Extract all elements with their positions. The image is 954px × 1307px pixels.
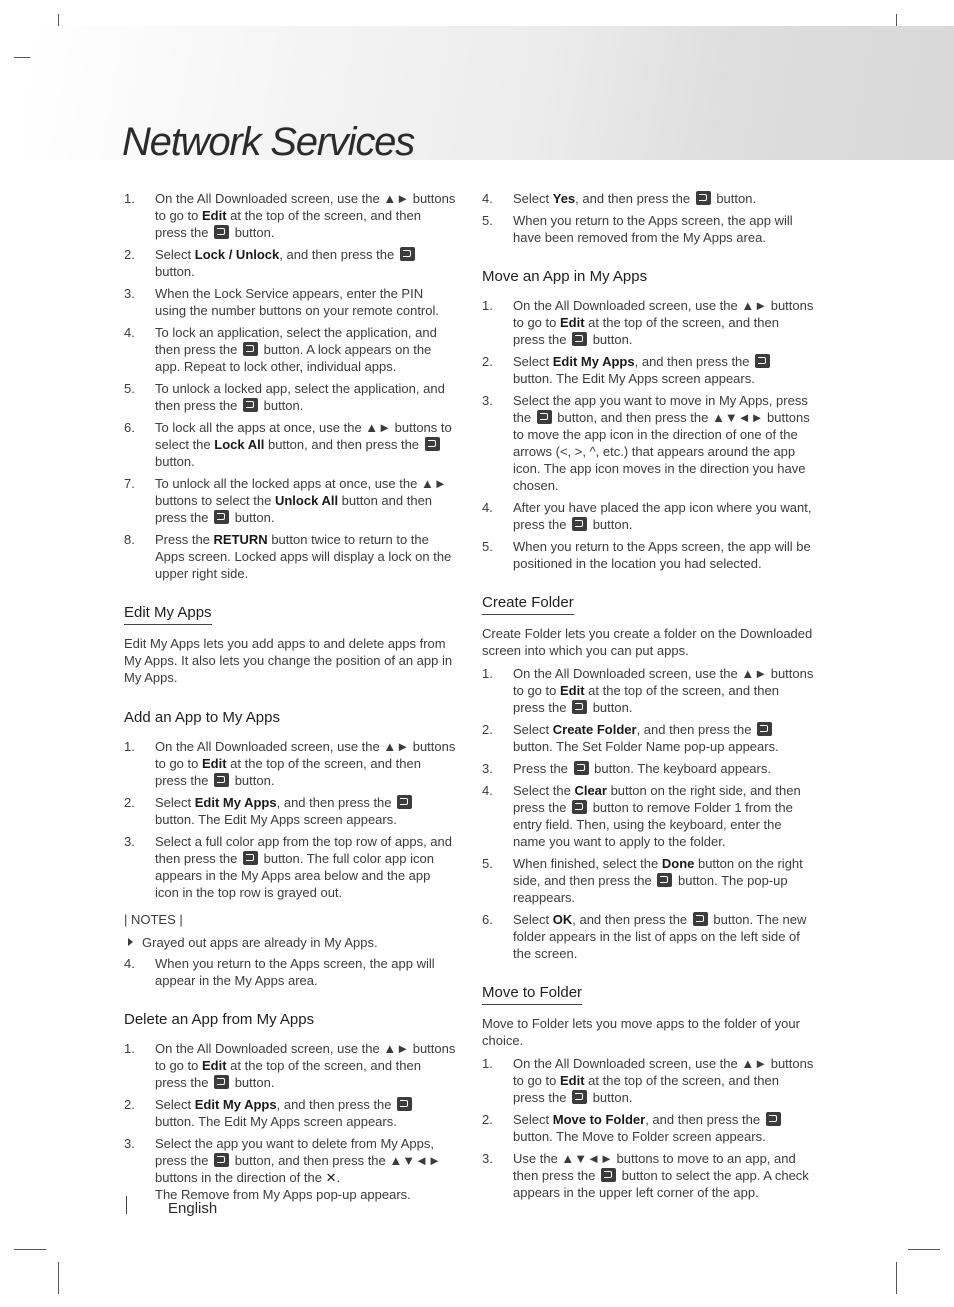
step-number: 3. bbox=[482, 1151, 493, 1166]
step-list bbox=[124, 738, 456, 901]
step-number: 3. bbox=[482, 393, 493, 408]
bold-term: Create Folder bbox=[552, 722, 637, 737]
bold-term: Edit My Apps bbox=[194, 1097, 277, 1112]
step-item: 1. On the All Downloaded screen, use the ▲► buttons to go to Edit at the top of the screen, and then press the button. bbox=[482, 666, 814, 715]
bold-term: OK bbox=[552, 912, 573, 927]
step-number: 2. bbox=[124, 247, 135, 262]
bold-term: RETURN bbox=[213, 532, 268, 547]
step-list bbox=[124, 955, 456, 989]
step-number: 5. bbox=[482, 856, 493, 871]
step-item: 3. Select the app you want to move in My Apps, press the button, and then press the ▲▼◄► buttons to move the app icon in the direction of one of the arrows (<, >, ^, etc.) that appears around the app icon. The app icon moves in the direction you have chosen. bbox=[482, 393, 810, 493]
step-item: 4. Select Yes, and then press the button. bbox=[482, 191, 757, 206]
bold-term: Edit bbox=[559, 315, 585, 330]
step-number: 8. bbox=[124, 532, 135, 547]
enter-button-icon bbox=[537, 410, 552, 424]
enter-button-icon bbox=[572, 1090, 587, 1104]
enter-button-icon bbox=[693, 912, 708, 926]
bold-term: Move to Folder bbox=[552, 1112, 646, 1127]
section-title-edit-my-apps: Edit My Apps bbox=[124, 604, 212, 625]
enter-button-icon bbox=[572, 332, 587, 346]
step-list bbox=[482, 297, 814, 572]
step-number: 3. bbox=[124, 286, 135, 301]
enter-button-icon bbox=[397, 1097, 412, 1111]
step-number: 6. bbox=[482, 912, 493, 927]
step-item: 1. On the All Downloaded screen, use the ▲► buttons to go to Edit at the top of the screen, and then press the button. bbox=[124, 191, 456, 240]
bold-term: Edit bbox=[559, 1073, 585, 1088]
bold-term: Edit My Apps bbox=[194, 795, 277, 810]
step-number: 1. bbox=[124, 191, 135, 206]
crop-mark bbox=[908, 1249, 940, 1250]
step-item: 5. When you return to the Apps screen, the app will have been removed from the My Apps area. bbox=[482, 213, 793, 245]
step-item: 1. On the All Downloaded screen, use the ▲► buttons to go to Edit at the top of the screen, and then press the button. bbox=[482, 1056, 814, 1105]
crop-mark bbox=[896, 1262, 897, 1294]
step-item: 6. To lock all the apps at once, use the ▲► buttons to select the Lock All button, and then press the button. bbox=[124, 420, 452, 469]
right-column bbox=[482, 190, 814, 1206]
step-number: 2. bbox=[482, 1112, 493, 1127]
step-item: 6. Select OK, and then press the button. The new folder appears in the list of apps on the left side of the screen. bbox=[482, 912, 807, 961]
step-number: 5. bbox=[482, 539, 493, 554]
enter-button-icon bbox=[425, 437, 440, 451]
bold-term: Edit bbox=[559, 683, 585, 698]
section-intro: Create Folder lets you create a folder on the Downloaded screen into which you can put apps. bbox=[482, 626, 813, 658]
step-item: 3. Press the button. The keyboard appears. bbox=[482, 761, 771, 776]
note-item bbox=[124, 934, 456, 951]
enter-button-icon bbox=[214, 1075, 229, 1089]
step-number: 5. bbox=[124, 381, 135, 396]
page-title: Network Services bbox=[122, 120, 414, 164]
step-number: 2. bbox=[482, 722, 493, 737]
step-number: 4. bbox=[482, 500, 493, 515]
section-title-create-folder: Create Folder bbox=[482, 594, 574, 615]
enter-button-icon bbox=[572, 517, 587, 531]
step-item: 3. Use the ▲▼◄► buttons to move to an app, and then press the button to select the app. A check appears in the upper left corner of the app. bbox=[482, 1151, 809, 1200]
left-column bbox=[124, 190, 456, 1208]
step-item: 4. To lock an application, select the application, and then press the button. A lock appears on the app. Repeat to lock other, individual apps. bbox=[124, 325, 437, 374]
enter-button-icon bbox=[214, 1153, 229, 1167]
enter-button-icon bbox=[657, 873, 672, 887]
section-title-move-app: Move an App in My Apps bbox=[482, 268, 648, 285]
enter-button-icon bbox=[214, 225, 229, 239]
bold-term: Edit bbox=[201, 1058, 227, 1073]
step-item: 3. Select a full color app from the top row of apps, and then press the button. The full color app icon appears in the My Apps area below and the app icon in the top row is grayed out. bbox=[124, 834, 453, 900]
bold-term: Clear bbox=[574, 783, 607, 798]
step-list bbox=[482, 190, 814, 246]
step-item: 3. Select the app you want to delete from My Apps, press the button, and then press the ▲▼◄► buttons in the direction of the ✕. The Remove from My Apps pop-up appears. bbox=[124, 1136, 441, 1202]
step-item: 8. Press the RETURN button twice to return to the Apps screen. Locked apps will display a lock on the upper right side. bbox=[124, 532, 452, 581]
step-number: 4. bbox=[124, 956, 135, 971]
step-list bbox=[482, 1055, 814, 1201]
step-list bbox=[482, 665, 814, 962]
step-number: 6. bbox=[124, 420, 135, 435]
enter-button-icon bbox=[243, 342, 258, 356]
step-item: 5. When you return to the Apps screen, the app will be positioned in the location you had selected. bbox=[482, 539, 811, 571]
step-number: 2. bbox=[124, 1097, 135, 1112]
bold-term: Edit My Apps bbox=[552, 354, 635, 369]
step-item: 3. When the Lock Service appears, enter the PIN using the number buttons on your remote control. bbox=[124, 286, 439, 318]
step-number: 3. bbox=[124, 834, 135, 849]
enter-button-icon bbox=[243, 398, 258, 412]
enter-button-icon bbox=[214, 773, 229, 787]
step-number: 1. bbox=[482, 1056, 493, 1071]
enter-button-icon bbox=[574, 761, 589, 775]
enter-button-icon bbox=[400, 247, 415, 261]
step-item: 1. On the All Downloaded screen, use the ▲► buttons to go to Edit at the top of the screen, and then press the button. bbox=[124, 739, 456, 788]
bold-term: ✕ bbox=[325, 1170, 337, 1185]
section-title-delete-app: Delete an App from My Apps bbox=[124, 1011, 315, 1028]
step-item: 2. Select Edit My Apps, and then press the button. The Edit My Apps screen appears. bbox=[124, 1096, 456, 1130]
step-item: 2. Select Lock / Unlock, and then press the button. bbox=[124, 246, 456, 280]
bold-term: Edit bbox=[201, 756, 227, 771]
step-number: 1. bbox=[482, 666, 493, 681]
step-number: 1. bbox=[482, 298, 493, 313]
enter-button-icon bbox=[755, 354, 770, 368]
step-item: 1. On the All Downloaded screen, use the ▲► buttons to go to Edit at the top of the screen, and then press the button. bbox=[124, 1041, 456, 1090]
step-list bbox=[124, 190, 456, 582]
step-number: 1. bbox=[124, 1041, 135, 1056]
step-number: 3. bbox=[124, 1136, 135, 1151]
enter-button-icon bbox=[243, 851, 258, 865]
section-intro: Move to Folder lets you move apps to the folder of your choice. bbox=[482, 1016, 800, 1048]
crop-mark bbox=[14, 1249, 46, 1250]
section-title-move-to-folder: Move to Folder bbox=[482, 984, 582, 1005]
step-number: 4. bbox=[124, 325, 135, 340]
step-item: 2. Select Move to Folder, and then press the button. The Move to Folder screen appears. bbox=[482, 1111, 814, 1145]
footer-language: English bbox=[168, 1200, 218, 1217]
enter-button-icon bbox=[766, 1112, 781, 1126]
enter-button-icon bbox=[572, 800, 587, 814]
bold-term: Yes bbox=[552, 191, 576, 206]
step-item: 4. When you return to the Apps screen, the app will appear in the My Apps area. bbox=[124, 956, 435, 988]
section-title-add-app: Add an App to My Apps bbox=[124, 709, 280, 726]
step-number: 4. bbox=[482, 191, 493, 206]
step-item: 2. Select Edit My Apps, and then press the button. The Edit My Apps screen appears. bbox=[124, 794, 456, 828]
step-number: 2. bbox=[124, 795, 135, 810]
section-intro: Edit My Apps lets you add apps to and delete apps from My Apps. It also lets you change the position of an app in My Apps. bbox=[124, 636, 453, 685]
step-number: 1. bbox=[124, 739, 135, 754]
step-number: 7. bbox=[124, 476, 135, 491]
enter-button-icon bbox=[757, 722, 772, 736]
enter-button-icon bbox=[397, 795, 412, 809]
step-item: 2. Select Create Folder, and then press the button. The Set Folder Name pop-up appears. bbox=[482, 722, 779, 754]
enter-button-icon bbox=[601, 1168, 616, 1182]
step-number: 2. bbox=[482, 354, 493, 369]
bold-term: Done bbox=[661, 856, 695, 871]
enter-button-icon bbox=[696, 191, 711, 205]
enter-button-icon bbox=[214, 510, 229, 524]
step-number: 3. bbox=[482, 761, 493, 776]
step-item: 5. When finished, select the Done button on the right side, and then press the button. The pop-up reappears. bbox=[482, 856, 803, 905]
step-item: 4. After you have placed the app icon where you want, press the button. bbox=[482, 500, 812, 532]
triangle-bullet-icon bbox=[128, 938, 133, 946]
notes-label: | NOTES | bbox=[124, 912, 183, 927]
step-number: 4. bbox=[482, 783, 493, 798]
enter-button-icon bbox=[572, 700, 587, 714]
step-list bbox=[124, 1040, 456, 1203]
bold-term: Lock All bbox=[214, 437, 265, 452]
step-item: 5. To unlock a locked app, select the application, and then press the button. bbox=[124, 381, 445, 413]
bold-term: Unlock All bbox=[274, 493, 339, 508]
footer-divider bbox=[126, 1196, 127, 1214]
step-number: 5. bbox=[482, 213, 493, 228]
crop-mark bbox=[58, 1262, 59, 1294]
step-item: 2. Select Edit My Apps, and then press the button. The Edit My Apps screen appears. bbox=[482, 353, 814, 387]
bold-term: Edit bbox=[201, 208, 227, 223]
step-item: 4. Select the Clear button on the right side, and then press the button to remove Folder 1 from the entry field. Then, using the keyboard, enter the name you want to apply to the folder. bbox=[482, 783, 801, 849]
step-item: 7. To unlock all the locked apps at once, use the ▲► buttons to select the Unlock All button and then press the button. bbox=[124, 476, 447, 525]
bold-term: Lock / Unlock bbox=[194, 247, 280, 262]
note-text: Grayed out apps are already in My Apps. bbox=[142, 935, 378, 950]
step-item: 1. On the All Downloaded screen, use the ▲► buttons to go to Edit at the top of the screen, and then press the button. bbox=[482, 298, 814, 347]
